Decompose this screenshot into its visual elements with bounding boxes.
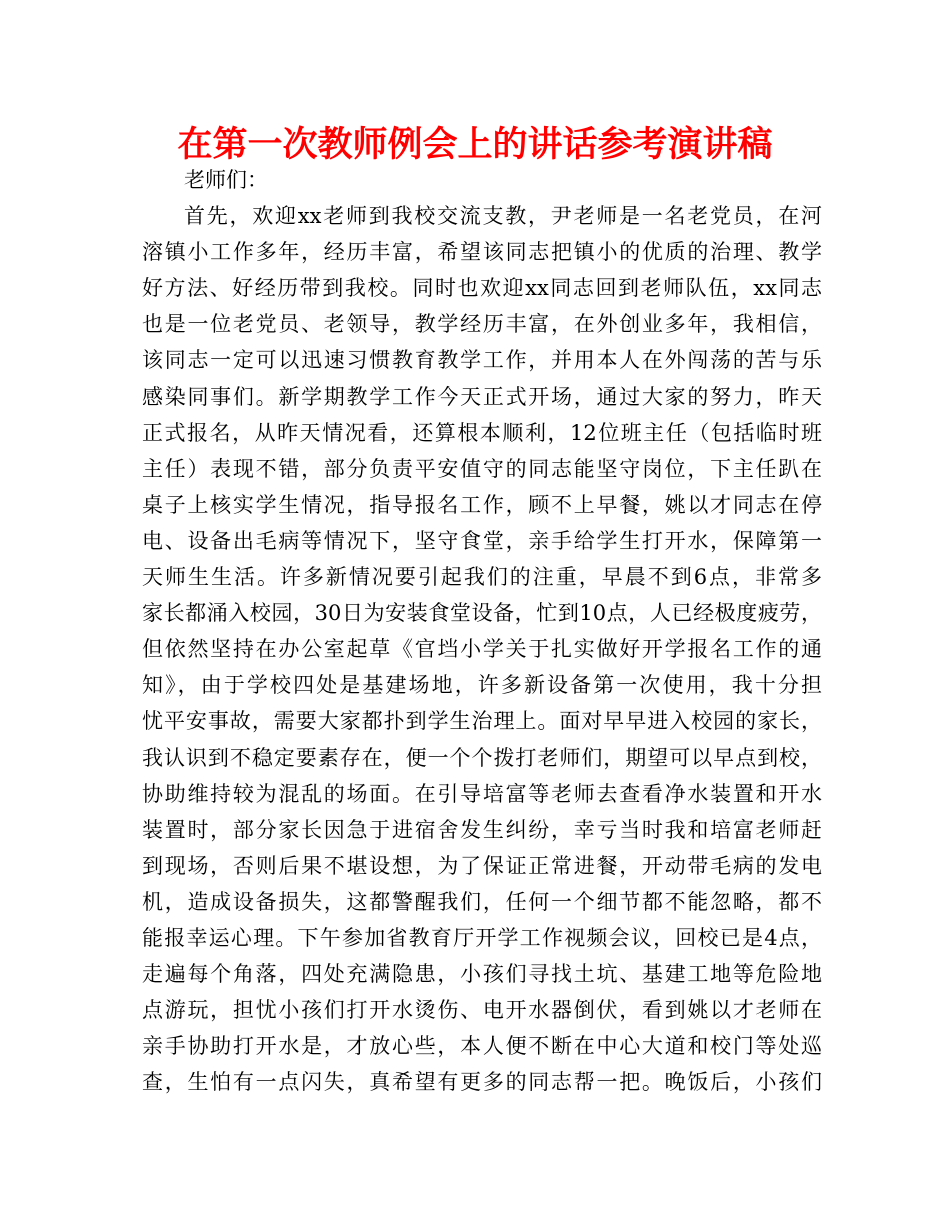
paragraph-line: 能报幸运心理。下午参加省教育厅开学工作视频会议，回校已是4点， <box>142 925 822 950</box>
paragraph-line: 走遍每个角落，四处充满隐患，小孩们寻找土坑、基建工地等危险地 <box>142 962 822 987</box>
paragraph-line: 主任）表现不错，部分负责平安值守的同志能坚守岗位，下主任趴在 <box>142 456 822 481</box>
document-title: 在第一次教师例会上的讲话参考演讲稿 <box>177 125 773 165</box>
paragraph-line: 家长都涌入校园，30日为安装食堂设备，忙到10点，人已经极度疲劳， <box>142 601 822 626</box>
paragraph-line: 亲手协助打开水是，才放心些，本人便不断在中心大道和校门等处巡 <box>142 1034 822 1059</box>
paragraph-line: 协助维持较为混乱的场面。在引导培富等老师去查看净水装置和开水 <box>142 781 822 806</box>
paragraph-line: 好方法、好经历带到我校。同时也欢迎xx同志回到老师队伍，xx同志 <box>142 276 822 301</box>
paragraph-line: 感染同事们。新学期教学工作今天正式开场，通过大家的努力，昨天 <box>142 384 822 409</box>
paragraph-line: 到现场，否则后果不堪设想，为了保证正常进餐，开动带毛病的发电 <box>142 853 822 878</box>
paragraph-line: 我认识到不稳定要素存在，便一个个拨打老师们，期望可以早点到校， <box>142 745 822 770</box>
paragraph-line: 正式报名，从昨天情况看，还算根本顺利，12位班主任（包括临时班 <box>142 420 822 445</box>
paragraph-line: 该同志一定可以迅速习惯教育教学工作，并用本人在外闯荡的苦与乐 <box>142 348 822 373</box>
paragraph-line: 首先，欢迎xx老师到我校交流支教，尹老师是一名老党员，在河 <box>184 204 822 229</box>
paragraph-line: 机，造成设备损失，这都警醒我们，任何一个细节都不能忽略，都不 <box>142 889 822 914</box>
paragraph-line: 但依然坚持在办公室起草《官垱小学关于扎实做好开学报名工作的通 <box>142 637 822 662</box>
paragraph-line: 装置时，部分家长因急于进宿舍发生纠纷，幸亏当时我和培富老师赶 <box>142 817 822 842</box>
salutation: 老师们： <box>184 168 268 192</box>
document-body <box>142 162 822 1100</box>
paragraph-line: 溶镇小工作多年，经历丰富，希望该同志把镇小的优质的治理、教学 <box>142 240 822 265</box>
paragraph-line: 桌子上核实学生情况，指导报名工作，顾不上早餐，姚以才同志在停 <box>142 492 822 517</box>
paragraph-line: 也是一位老党员、老领导，教学经历丰富，在外创业多年，我相信， <box>142 312 822 337</box>
paragraph-line: 点游玩，担忧小孩们打开水烫伤、电开水器倒伏，看到姚以才老师在 <box>142 998 822 1023</box>
paragraph-line: 知》，由于学校四处是基建场地，许多新设备第一次使用，我十分担 <box>142 673 822 698</box>
paragraph-line: 忧平安事故，需要大家都扑到学生治理上。面对早早进入校园的家长， <box>142 709 822 734</box>
paragraph-line: 查，生怕有一点闪失，真希望有更多的同志帮一把。晚饭后，小孩们 <box>142 1070 822 1095</box>
paragraph-line: 天师生生活。许多新情况要引起我们的注重，早晨不到6点，非常多 <box>142 565 822 590</box>
paragraph-line: 电、设备出毛病等情况下，坚守食堂，亲手给学生打开水，保障第一 <box>142 528 822 553</box>
